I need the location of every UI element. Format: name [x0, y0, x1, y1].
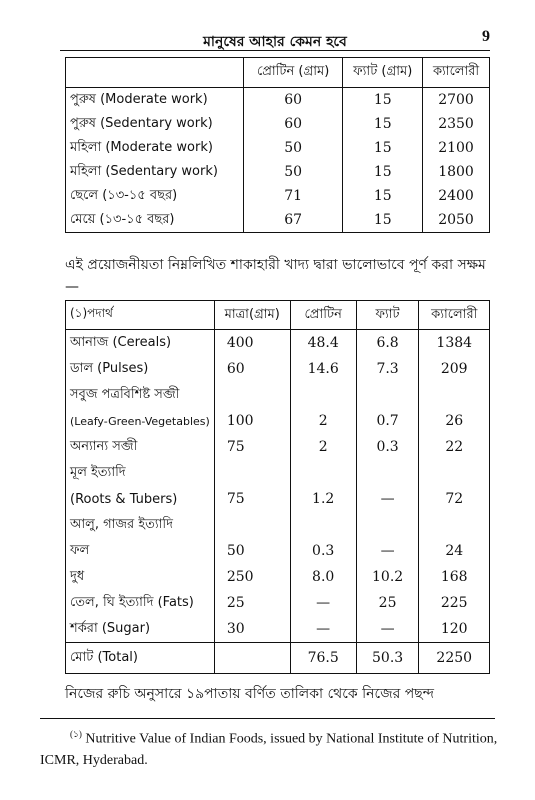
- cell: 2700: [423, 88, 490, 113]
- cell: 10.2: [356, 564, 419, 590]
- table-row: [66, 590, 490, 616]
- cell: 0.3: [290, 538, 356, 564]
- nutrition-requirements-table: [65, 57, 490, 233]
- cell: —: [290, 616, 356, 643]
- total-row: [66, 643, 490, 674]
- cell: 2100: [423, 136, 490, 160]
- cell: 60: [243, 112, 343, 136]
- cell: 15: [343, 136, 423, 160]
- cell: 75: [214, 434, 290, 460]
- column-header: মাত্রা(গ্রাম): [214, 301, 290, 330]
- cell: 15: [343, 88, 423, 113]
- cell: [356, 460, 419, 486]
- cell: [290, 382, 356, 408]
- cell: 26: [419, 408, 490, 434]
- cell: 6.8: [356, 330, 419, 357]
- column-header: ফ্যাট (গ্রাম): [343, 58, 423, 88]
- table-row: [66, 460, 490, 486]
- column-header: ক্যালোরী: [423, 58, 490, 88]
- cell: 168: [419, 564, 490, 590]
- table-row: [66, 88, 490, 113]
- row-label: দুধ: [66, 564, 215, 590]
- cell: 2350: [423, 112, 490, 136]
- cell: 60: [214, 356, 290, 382]
- footnote-marker: (১): [70, 729, 82, 739]
- table-row: [66, 112, 490, 136]
- cell: [356, 382, 419, 408]
- row-label: পুরুষ (Sedentary work): [66, 112, 244, 136]
- cell: 15: [343, 208, 423, 233]
- row-label: (Roots & Tubers): [66, 486, 215, 512]
- cell: 225: [419, 590, 490, 616]
- cell: —: [356, 616, 419, 643]
- cell: [214, 512, 290, 538]
- cell: 7.3: [356, 356, 419, 382]
- cell: 50: [243, 136, 343, 160]
- table-row: [66, 356, 490, 382]
- cell: 2400: [423, 184, 490, 208]
- row-label: মেয়ে (১৩-১৫ বছর): [66, 208, 244, 233]
- table-row: [66, 434, 490, 460]
- header-rule: [60, 50, 490, 51]
- cell: 15: [343, 160, 423, 184]
- cell: 8.0: [290, 564, 356, 590]
- table-header-row: [66, 58, 490, 88]
- page-header: [60, 28, 490, 50]
- table-row: [66, 408, 490, 434]
- footnote-rule: [40, 718, 495, 719]
- row-label: অন্যান্য সব্জী: [66, 434, 215, 460]
- table-row: [66, 616, 490, 643]
- row-label: মূল ইত্যাদি: [66, 460, 215, 486]
- row-label: আলু, গাজর ইত্যাদি: [66, 512, 215, 538]
- cell: 2: [290, 408, 356, 434]
- cell: —: [290, 590, 356, 616]
- cell: 2050: [423, 208, 490, 233]
- cell: [419, 382, 490, 408]
- table-header-row: [66, 301, 490, 330]
- table-row: [66, 538, 490, 564]
- cell: 15: [343, 112, 423, 136]
- cell: [356, 512, 419, 538]
- column-header: [66, 58, 244, 88]
- cell: 209: [419, 356, 490, 382]
- row-label: ডাল (Pulses): [66, 356, 215, 382]
- running-title: মানুষের আহার কেমন হবে: [203, 34, 347, 50]
- cell: 71: [243, 184, 343, 208]
- table-row: [66, 160, 490, 184]
- cell: 50.3: [356, 643, 419, 674]
- cell: 76.5: [290, 643, 356, 674]
- table-row: [66, 486, 490, 512]
- vegetarian-food-table: [65, 300, 490, 674]
- closing-paragraph: নিজের রুচি অনুসারে ১৯পাতায় বর্ণিত তালিকা থেকে নিজের পছন্দ: [65, 686, 434, 702]
- row-label: শর্করা (Sugar): [66, 616, 215, 643]
- row-label: ছেলে (১৩-১৫ বছর): [66, 184, 244, 208]
- table-row: [66, 208, 490, 233]
- cell: [214, 382, 290, 408]
- row-label: মোট (Total): [66, 643, 215, 674]
- cell: 22: [419, 434, 490, 460]
- cell: —: [356, 538, 419, 564]
- cell: 48.4: [290, 330, 356, 357]
- cell: [214, 460, 290, 486]
- row-label: পুরুষ (Moderate work): [66, 88, 244, 113]
- cell: 24: [419, 538, 490, 564]
- cell: 0.3: [356, 434, 419, 460]
- row-label: ফল: [66, 538, 215, 564]
- cell: 25: [356, 590, 419, 616]
- page-number: 9: [482, 28, 490, 45]
- table-row: [66, 564, 490, 590]
- intro-paragraph: এই প্রয়োজনীয়তা নিম্নলিখিত শাকাহারী খাদ্য দ্বারা ভালোভাবে পূর্ণ করা সক্ষম—: [65, 257, 486, 295]
- cell: 50: [243, 160, 343, 184]
- cell: —: [356, 486, 419, 512]
- cell: 50: [214, 538, 290, 564]
- table-row: [66, 330, 490, 357]
- footnote-text: Nutritive Value of Indian Foods, issued by National Institute of Nutrition, ICMR, Hyderabad.: [40, 731, 498, 768]
- cell: 72: [419, 486, 490, 512]
- cell: 250: [214, 564, 290, 590]
- cell: 100: [214, 408, 290, 434]
- table-row: [66, 136, 490, 160]
- cell: 75: [214, 486, 290, 512]
- cell: [419, 512, 490, 538]
- row-label: মহিলা (Sedentary work): [66, 160, 244, 184]
- cell: 400: [214, 330, 290, 357]
- cell: 120: [419, 616, 490, 643]
- row-label: (Leafy-Green-Vegetables): [66, 408, 215, 434]
- cell: 2250: [419, 643, 490, 674]
- cell: 15: [343, 184, 423, 208]
- cell: 67: [243, 208, 343, 233]
- footnote: [40, 724, 500, 771]
- table-row: [66, 382, 490, 408]
- column-header: প্রোটিন (গ্রাম): [243, 58, 343, 88]
- cell: [214, 643, 290, 674]
- cell: 2: [290, 434, 356, 460]
- row-label: মহিলা (Moderate work): [66, 136, 244, 160]
- row-label: সবুজ পত্রবিশিষ্ট সব্জী: [66, 382, 215, 408]
- table-row: [66, 184, 490, 208]
- cell: 60: [243, 88, 343, 113]
- cell: 30: [214, 616, 290, 643]
- cell: 0.7: [356, 408, 419, 434]
- table-row: [66, 512, 490, 538]
- column-header: (১)পদার্থ: [66, 301, 215, 330]
- cell: 1.2: [290, 486, 356, 512]
- cell: [290, 512, 356, 538]
- column-header: ক্যালোরী: [419, 301, 490, 330]
- column-header: প্রোটিন: [290, 301, 356, 330]
- cell: [290, 460, 356, 486]
- cell: 1800: [423, 160, 490, 184]
- cell: 14.6: [290, 356, 356, 382]
- cell: [419, 460, 490, 486]
- column-header: ফ্যাট: [356, 301, 419, 330]
- cell: 1384: [419, 330, 490, 357]
- row-label: আনাজ (Cereals): [66, 330, 215, 357]
- row-label: তেল, ঘি ইত্যাদি (Fats): [66, 590, 215, 616]
- cell: 25: [214, 590, 290, 616]
